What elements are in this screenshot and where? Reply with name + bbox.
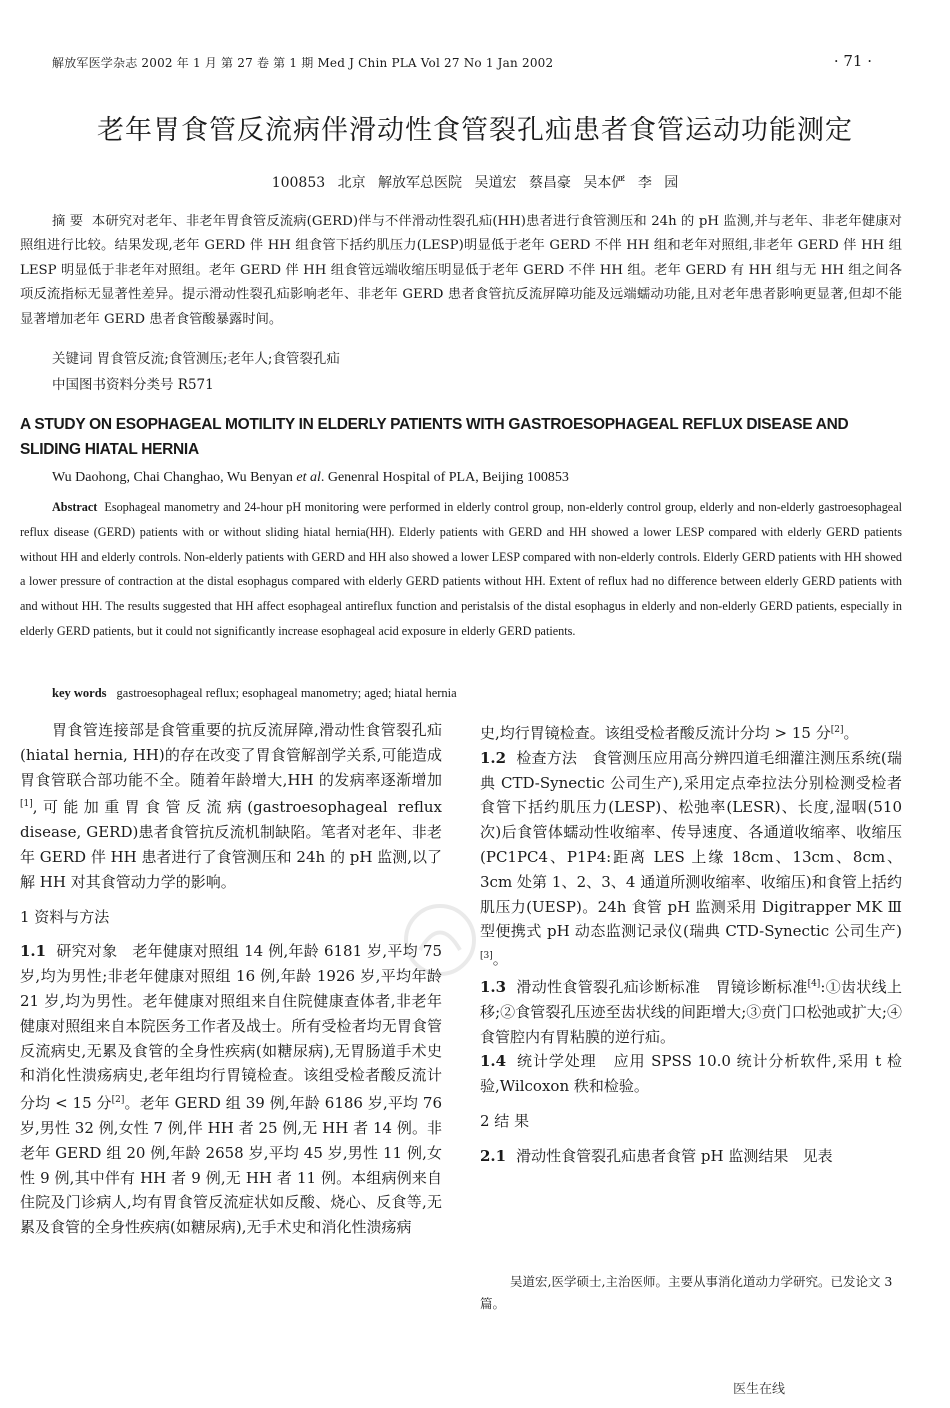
authors-en-etal: et al (296, 470, 321, 485)
title-en: A STUDY ON ESOPHAGEAL MOTILITY IN ELDERLY PATIENTS WITH GASTROESOPHAGEAL REFLUX DISEASE AND SLIDING HIATAL HERNIA (20, 416, 849, 458)
authors-en (52, 470, 569, 486)
abstract-cn (20, 210, 902, 332)
citation-ref: [1] (20, 799, 33, 810)
authors-en-affil: . Genenral Hospital of PLA, Beijing 100853 (320, 470, 569, 485)
authors-cn: 100853 北京 解放军总医院 吴道宏 蔡昌豪 吴本俨 李 园 (271, 175, 679, 191)
running-head: 解放军医学杂志 2002 年 1 月 第 27 卷 第 1 期 Med J Chin PLA Vol 27 No 1 Jan 2002 (52, 56, 554, 70)
citation-ref: [2] (830, 725, 844, 735)
keywords-cn: 关键词 胃食管反流;食管测压;老年人;食管裂孔疝 (52, 351, 340, 367)
abstract-en-label: Abstract (52, 500, 98, 514)
subsection-1-4: 1.4 统计学处理 应用 SPSS 10.0 统计分析软件,采用 t 检验,Wilcoxon 秩和检验。 (480, 1052, 902, 1096)
abstract-en-text: Esophageal manometry and 24-hour pH monitoring were performed in elderly control group, non-elderly control group, elderly and non-elderly gastroesophageal reflux disease (GERD) patients with or without sliding hiatal hernia(HH). Elderly patients with GERD and HH showed a lower LESP compared with elderly GERD patients without HH and elderly controls. Non-elderly patients with GERD and HH also showed a lower LESP compared with non-elderly controls. Elderly GERD patients with HH showed a lower pressure of contraction at the distal esophagus compared with elderly GERD patients without HH. Extent of reflux had no difference between elderly GERD patients with and without HH. The results suggested that HH affect esophageal antireflux function and peristalsis of the distal esophagus in elderly and non-elderly GERD patients, especially in elderly GERD patients, but it could not significantly increase esophageal acid exposure in elderly GERD patients. (20, 500, 902, 638)
subsection-1-2: 1.2 检查方法 食管测压应用高分辨四道毛细灌注测压系统(瑞典 CTD-Synectic 公司生产),采用定点牵拉法分别检测受检者食管下括约肌压力(LESP)、松弛率(LESR)、长度,湿咽(510 次)后食管体蠕动性收缩率、传导速度、各通道收缩率、收缩压(PC1PC4、P1P4:距离 LES 上缘 18cm、13cm、8cm、3cm 处第 1、2、3、4 通道所测收缩率、收缩压)和食管上括约肌压力(UESP)。24h 食管 pH 监测采用 Digitrapper MK Ⅲ型便携式 pH 动态监测记录仪(瑞典 CTD-Synectic 公司生产)[3]。 (480, 748, 902, 969)
page-number: · 71 · (833, 52, 872, 70)
subsection-1-3: 1.3 滑动性食管裂孔疝诊断标准 胃镜诊断标准[4]:①齿状线上移;②食管裂孔压迹至齿状线的间距增大;③贲门口松弛或扩大;④食管腔内有胃粘膜的逆行疝。 (480, 977, 902, 1046)
subsection-1-1: 1.1 研究对象 老年健康对照组 14 例,年龄 6181 岁,平均 75 岁,均为男性;非老年健康对照组 16 例,年龄 1926 岁,平均年龄 21 岁,均为男性。老年健康对照组来自住院健康查体者,非老年健康对照组来自本院医务工作者及战士。所有受检者均无胃食管反流病史,无累及食管的全身性疾病(如糖尿病),无胃肠道手术史和消化性溃疡病史,老年组均行胃镜检查。该组受检者酸反流计分均 < 15 分[2]。老年 GERD 组 39 例,年龄 6186 岁,平均 76 岁,男性 32 例,女性 7 例,伴 HH 者 25 例,无 HH 者 14 例。非老年 GERD 组 20 例,年龄 2658 岁,平均 45 岁,男性 11 例,女性 9 例,其中伴有 HH 者 9 例,无 HH 者 11 例。本组病例来自住院及门诊病人,均有胃食管反流症状如反酸、烧心、反食等,无累及食管的全身性疾病(如糖尿病),无手术史和消化性溃疡病 (20, 942, 443, 1237)
intro-paragraph: 胃食管连接部是食管重要的抗反流屏障,滑动性食管裂孔疝(hiatal hernia, HH)的存在改变了胃食管解剖学关系,可能造成胃食管联合部功能不全。随着年龄增大,HH 的发病率逐渐增加[1],可能加重胃食管反流病(gastroesophageal reflux disease, GERD)患者食管抗反流机制缺陷。笔者对老年、非老年 GERD 伴 HH 患者进行了食管测压和 24h 的 pH 监测,以了解 HH 对其食管动力学的影响。 (20, 721, 442, 891)
keywords-en-label: key words (52, 686, 107, 700)
continued-paragraph: 史,均行胃镜检查。该组受检者酸反流计分均 > 15 分[2]。 (480, 724, 859, 742)
abstract-en (20, 495, 902, 644)
source-stamp: 医生在线 (733, 1382, 786, 1397)
classification-number: 中国图书资料分类号 R571 (52, 377, 214, 393)
body-right-column (480, 718, 902, 1169)
citation-ref: [2] (111, 1095, 125, 1106)
keywords-en (52, 686, 457, 701)
section-heading-2: 2 结 果 (480, 1111, 530, 1130)
subsection-2-1: 2.1 滑动性食管裂孔疝患者食管 pH 监测结果 见表 (480, 1146, 833, 1165)
keywords-en-text: gastroesophageal reflux; esophageal manometry; aged; hiatal hernia (116, 686, 457, 700)
body-left-column (20, 718, 442, 1240)
author-footnote: 吴道宏,医学硕士,主治医师。主要从事消化道动力学研究。已发论文 3 篇。 (480, 1274, 893, 1311)
article-title: 老年胃食管反流病伴滑动性食管裂孔疝患者食管运动功能测定 (97, 115, 853, 146)
section-heading-1: 1 资料与方法 (20, 907, 110, 926)
abstract-cn-text: 本研究对老年、非老年胃食管反流病(GERD)伴与不伴滑动性裂孔疝(HH)患者进行食管测压和 24h 的 pH 监测,并与老年、非老年健康对照组进行比较。结果发现,老年 GERD 伴 HH 组食管下括约肌压力(LESP)明显低于老年 GERD 不伴 HH 组和老年对照组,非老年 GERD 伴 HH 组 LESP 明显低于非老年对照组。老年 GERD 伴 HH 组食管远端收缩压明显低于老年 GERD 不伴 HH 组。老年 GERD 有 HH 组与无 HH 组之间各项反流指标无显著性差异。提示滑动性裂孔疝影响老年、非老年 GERD 患者食管抗反流屏障功能及远端蠕动功能,且对老年患者影响更显著,但却不能显著增加老年 GERD 患者食管酸暴露时间。 (20, 214, 902, 327)
citation-ref: [4] (807, 978, 821, 989)
authors-en-names: Wu Daohong, Chai Changhao, Wu Benyan (52, 470, 293, 485)
citation-ref: [3] (480, 951, 493, 962)
abstract-cn-label: 摘 要 (52, 214, 84, 229)
